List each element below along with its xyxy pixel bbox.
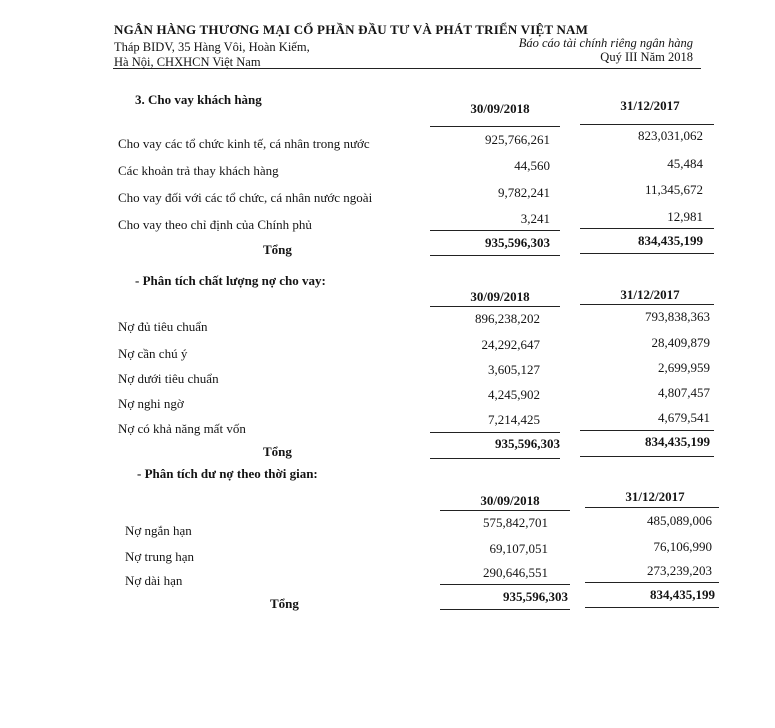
- table-cell-value: 925,766,261: [485, 132, 550, 147]
- table-cell-value: 290,646,551: [483, 565, 548, 580]
- table-row-label: Nợ dài hạn: [125, 573, 183, 588]
- column-header-2: 31/12/2017: [620, 98, 680, 113]
- column-header-1: 30/09/2018: [480, 493, 540, 508]
- total-value: 834,435,199: [645, 434, 710, 449]
- table-cell-value: 11,345,672: [644, 182, 703, 197]
- column-rule-1: [440, 510, 570, 511]
- table-row-label: Cho vay theo chỉ định của Chính phủ: [118, 217, 312, 232]
- table-cell-value: 12,981: [667, 209, 703, 224]
- table-row-label: Nợ trung hạn: [125, 549, 194, 564]
- section-title: - Phân tích dư nợ theo thời gian:: [137, 466, 318, 481]
- total-label: Tổng: [270, 596, 299, 611]
- table-row-label: Cho vay các tổ chức kinh tế, cá nhân trong nước: [118, 136, 370, 151]
- total-rule-1: [430, 230, 560, 231]
- total-label: Tổng: [263, 444, 292, 459]
- table-cell-value: 28,409,879: [651, 335, 710, 350]
- company-name: NGÂN HÀNG THƯƠNG MẠI CỔ PHẦN ĐẦU TƯ VÀ PHÁT TRIỂN VIỆT NAM: [114, 22, 589, 37]
- table-cell-value: 793,838,363: [645, 309, 710, 324]
- column-header-2: 31/12/2017: [620, 287, 680, 302]
- table-row-label: Nợ dưới tiêu chuẩn: [118, 371, 219, 386]
- table-row-label: Nợ cần chú ý: [118, 346, 188, 361]
- table-cell-value: 45,484: [667, 156, 703, 171]
- double-rule-2: [580, 253, 714, 254]
- company-address-line-2: Hà Nội, CHXHCN Việt Nam: [114, 55, 261, 69]
- table-cell-value: 823,031,062: [638, 128, 703, 143]
- table-cell-value: 575,842,701: [483, 515, 548, 530]
- total-value: 834,435,199: [638, 233, 703, 248]
- report-period: Quý III Năm 2018: [600, 50, 693, 64]
- column-rule-1: [430, 306, 560, 307]
- section-title: - Phân tích chất lượng nợ cho vay:: [135, 273, 326, 288]
- table-cell-value: 4,679,541: [658, 410, 710, 425]
- table-cell-value: 4,245,902: [488, 387, 540, 402]
- table-row-label: Các khoản trả thay khách hàng: [118, 163, 279, 178]
- column-rule-2: [580, 304, 714, 305]
- column-header-2: 31/12/2017: [625, 489, 685, 504]
- total-rule-1: [440, 584, 570, 585]
- column-rule-2: [585, 507, 719, 508]
- table-row-label: Nợ nghi ngờ: [118, 396, 184, 411]
- table-cell-value: 485,089,006: [647, 513, 712, 528]
- company-address-line-1: Tháp BIDV, 35 Hàng Vôi, Hoàn Kiếm,: [114, 40, 310, 54]
- total-rule-2: [580, 430, 714, 431]
- double-rule-1: [440, 609, 570, 610]
- column-header-1: 30/09/2018: [470, 289, 530, 304]
- total-label: Tổng: [263, 242, 292, 257]
- total-rule-1: [430, 432, 560, 433]
- table-cell-value: 24,292,647: [481, 337, 540, 352]
- header-divider: [113, 68, 701, 69]
- table-row-label: Nợ có khả năng mất vốn: [118, 421, 246, 436]
- table-cell-value: 3,605,127: [488, 362, 540, 377]
- table-row-label: Cho vay đối với các tổ chức, cá nhân nước ngoài: [118, 190, 373, 205]
- double-rule-2: [585, 607, 719, 608]
- table-cell-value: 9,782,241: [498, 185, 550, 200]
- table-cell-value: 69,107,051: [489, 541, 548, 556]
- double-rule-1: [430, 458, 560, 459]
- total-value: 935,596,303: [503, 589, 568, 604]
- table-cell-value: 44,560: [514, 158, 550, 173]
- total-rule-2: [585, 582, 719, 583]
- column-rule-2: [580, 124, 714, 125]
- table-cell-value: 896,238,202: [475, 311, 540, 326]
- section-title: 3. Cho vay khách hàng: [135, 92, 262, 107]
- table-cell-value: 76,106,990: [653, 539, 712, 554]
- column-header-1: 30/09/2018: [470, 101, 530, 116]
- table-row-label: Nợ ngắn hạn: [125, 523, 192, 538]
- total-value: 834,435,199: [650, 587, 715, 602]
- table-cell-value: 273,239,203: [647, 563, 712, 578]
- report-title: Báo cáo tài chính riêng ngân hàng: [518, 36, 693, 50]
- total-value: 935,596,303: [495, 436, 560, 451]
- total-value: 935,596,303: [485, 235, 550, 250]
- table-cell-value: 2,699,959: [658, 360, 710, 375]
- total-rule-2: [580, 228, 714, 229]
- table-cell-value: 7,214,425: [488, 412, 540, 427]
- table-row-label: Nợ đủ tiêu chuẩn: [118, 319, 208, 334]
- table-cell-value: 4,807,457: [658, 385, 710, 400]
- column-rule-1: [430, 126, 560, 127]
- double-rule-1: [430, 255, 560, 256]
- double-rule-2: [580, 456, 714, 457]
- table-cell-value: 3,241: [520, 211, 550, 226]
